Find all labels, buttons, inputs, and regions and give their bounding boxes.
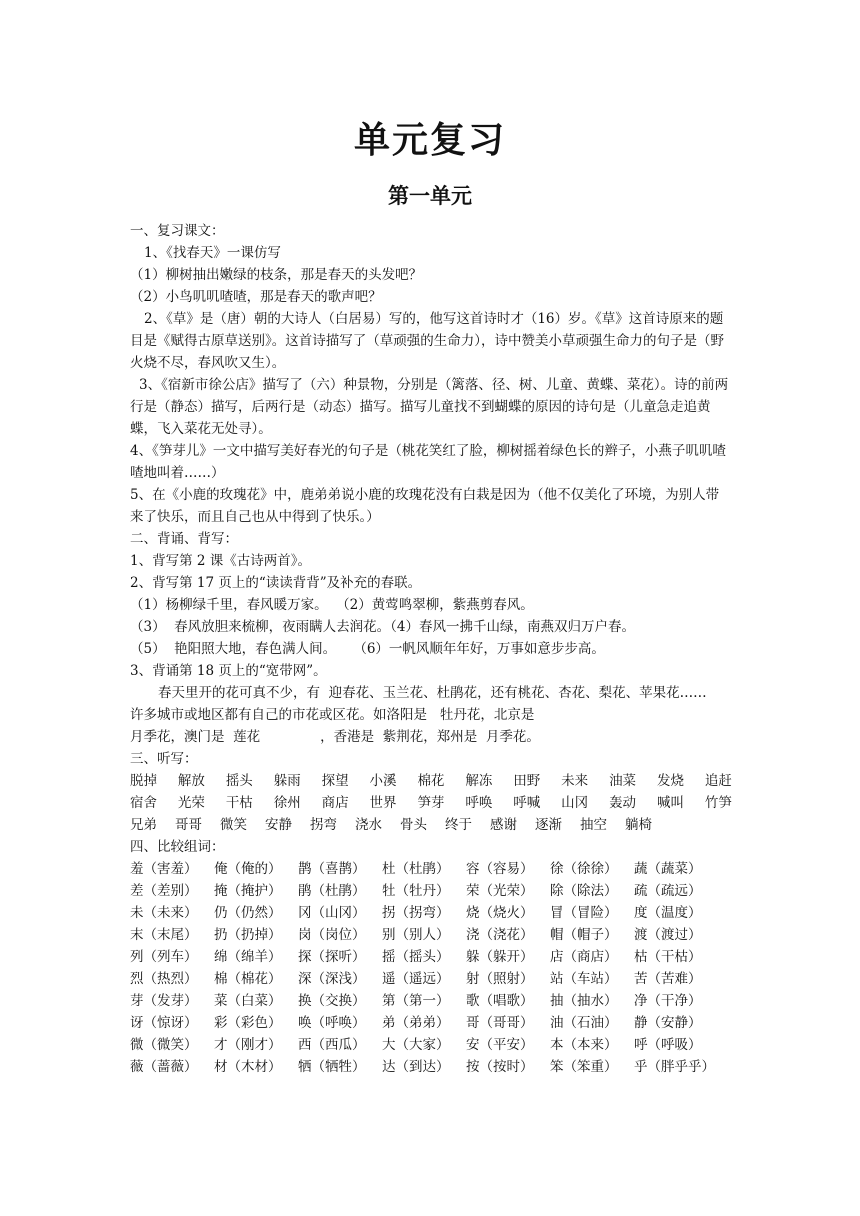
compare-word-pair: 枯（干枯） (634, 949, 702, 965)
compare-row (130, 1034, 732, 1056)
dictation-word: 安静 (265, 817, 292, 833)
section-heading: 二、背诵、背写： (130, 531, 238, 547)
compare-word-grid (130, 858, 732, 1078)
compare-word-pair: 唤（呼唤） (298, 1015, 366, 1031)
dictation-word: 棉花 (417, 773, 445, 789)
compare-word-pair: 呼（呼吸） (634, 1037, 702, 1053)
dictation-word: 解冻 (465, 773, 493, 789)
dictation-word: 躺椅 (625, 817, 652, 833)
compare-word-pair: 店（商店） (550, 949, 618, 965)
compare-word-pair: 未（未来） (130, 905, 198, 921)
dictation-word: 竹笋 (704, 795, 732, 811)
compare-word-pair: 渡（渡过） (634, 927, 702, 943)
compare-word-pair: 俺（俺的） (214, 861, 282, 877)
compare-word-pair: 微（微笑） (130, 1037, 198, 1053)
couplet-line: （1）杨柳绿千里，春风暖万家。 （2）黄莺鸣翠柳，紫燕剪春风。 (130, 597, 534, 613)
dictation-word: 脱掉 (130, 773, 157, 789)
compare-word-pair: 徐（徐徐） (550, 861, 618, 877)
dictation-word: 未来 (561, 773, 589, 789)
compare-row (130, 946, 732, 968)
compare-word-pair: 材（木材） (214, 1059, 282, 1075)
dictation-word: 干枯 (225, 795, 253, 811)
compare-word-pair: 遥（遥远） (382, 971, 450, 987)
dictation-word: 浇水 (355, 817, 382, 833)
compare-word-pair: 深（深浅） (298, 971, 366, 987)
compare-word-pair: 彩（彩色） (214, 1015, 282, 1031)
dictation-word: 感谢 (490, 817, 517, 833)
compare-word-pair: 歌（唱歌） (466, 993, 534, 1009)
compare-word-pair: 牡（牡丹） (382, 883, 450, 899)
compare-word-pair: 岗（岗位） (298, 927, 366, 943)
dictation-word: 发烧 (656, 773, 684, 789)
review-item-1-title: 1、《找春天》一课仿写 (144, 245, 281, 261)
compare-word-pair: 菜（白菜） (214, 993, 282, 1009)
dictation-word: 解放 (177, 773, 205, 789)
compare-word-pair: 鹊（喜鹊） (298, 861, 366, 877)
recite-item-3: 3、背诵第 18 页上的“宽带网”。 (130, 663, 327, 679)
section-heading: 四、比较组词： (130, 839, 225, 855)
dictation-word: 呼喊 (513, 795, 541, 811)
compare-word-pair: 薇（蔷薇） (130, 1059, 198, 1075)
dictation-word: 田野 (513, 773, 541, 789)
compare-word-pair: 静（安静） (634, 1015, 702, 1031)
recite-item-2: 2、背写第 17 页上的“读读背背”及补充的春联。 (130, 575, 422, 591)
dictation-row (130, 770, 732, 792)
dictation-word: 小溪 (369, 773, 397, 789)
dictation-word: 兄弟 (130, 817, 157, 833)
compare-word-pair: 牺（牺牲） (298, 1059, 366, 1075)
compare-word-pair: 站（车站） (550, 971, 618, 987)
compare-word-pair: 油（石油） (550, 1015, 618, 1031)
compare-row (130, 968, 732, 990)
dictation-word: 拐弯 (310, 817, 337, 833)
dictation-word: 喊叫 (656, 795, 684, 811)
dictation-word: 躲雨 (273, 773, 301, 789)
compare-word-pair: 拐（拐弯） (382, 905, 450, 921)
compare-word-pair: 荣（光荣） (466, 883, 534, 899)
dictation-word: 摇头 (225, 773, 253, 789)
compare-word-pair: 末（末尾） (130, 927, 198, 943)
review-item-1-line: （1）柳树抽出嫩绿的枝条，那是春天的头发吧？ (130, 267, 423, 283)
compare-word-pair: 达（到达） (382, 1059, 450, 1075)
page-title: 单元复习 (353, 119, 506, 161)
dictation-word: 宿舍 (130, 795, 157, 811)
dictation-word: 骨头 (400, 817, 427, 833)
dictation-word: 哥哥 (175, 817, 202, 833)
compare-row (130, 902, 732, 924)
compare-row (130, 924, 732, 946)
document-body (130, 220, 732, 1078)
dictation-word: 探望 (321, 773, 349, 789)
compare-word-pair: 除（除法） (550, 883, 618, 899)
review-item-3: 3、《宿新市徐公店》描写了（六）种景物，分别是（篱落、径、树、儿童、黄蝶、菜花）。诗的前两行是（静态）描写，后两行是（动态）描写。描写儿童找不到蝴蝶的原因的诗句是（儿童急走追黄蝶，飞入菜花无处寻）。 (130, 377, 729, 437)
compare-word-pair: 大（大家） (382, 1037, 450, 1053)
compare-word-pair: 才（刚才） (214, 1037, 282, 1053)
compare-word-pair: 冒（冒险） (550, 905, 618, 921)
compare-word-pair: 探（探听） (298, 949, 366, 965)
recite-item-1: 1、背写第 2 课《古诗两首》。 (130, 553, 312, 569)
compare-word-pair: 躲（躲开） (466, 949, 534, 965)
dictation-word: 油菜 (609, 773, 637, 789)
compare-word-pair: 冈（山冈） (298, 905, 366, 921)
compare-word-pair: 掩（掩护） (214, 883, 282, 899)
section-heading: 一、复习课文： (130, 223, 225, 239)
couplet-line: （3） 春风放胆来梳柳，夜雨瞒人去润花。（4）春风一拂千山绿，南燕双归万户春。 (130, 619, 636, 635)
dictation-word: 世界 (369, 795, 397, 811)
compare-word-pair: 按（按时） (466, 1059, 534, 1075)
review-item-1-line: （2）小鸟叽叽喳喳，那是春天的歌声吧？ (130, 289, 382, 305)
dictation-row (130, 814, 732, 836)
review-item-4: 4、《笋芽儿》一文中描写美好春光的句子是（桃花笑红了脸，柳树摇着绿色长的辫子，小燕子叽叽喳喳地叫着……） (130, 443, 726, 481)
compare-word-pair: 射（照射） (466, 971, 534, 987)
dictation-word: 山冈 (561, 795, 589, 811)
compare-word-pair: 帽（帽子） (550, 927, 618, 943)
compare-word-pair: 列（列车） (130, 949, 198, 965)
compare-word-pair: 讶（惊讶） (130, 1015, 198, 1031)
dictation-word: 光荣 (177, 795, 205, 811)
dictation-word: 商店 (321, 795, 349, 811)
dictation-word: 微笑 (220, 817, 247, 833)
compare-row (130, 858, 732, 880)
compare-word-pair: 杜（杜鹃） (382, 861, 450, 877)
unit-subtitle: 第一单元 (388, 183, 472, 208)
compare-word-pair: 乎（胖乎乎） (634, 1059, 715, 1075)
compare-word-pair: 摇（摇头） (382, 949, 450, 965)
compare-word-pair: 西（西瓜） (298, 1037, 366, 1053)
compare-word-pair: 浇（浇花） (466, 927, 534, 943)
dictation-word: 呼唤 (465, 795, 493, 811)
compare-word-pair: 换（交换） (298, 993, 366, 1009)
compare-word-pair: 抽（抽水） (550, 993, 618, 1009)
compare-word-pair: 苦（苦难） (634, 971, 702, 987)
compare-row (130, 1012, 732, 1034)
dictation-word: 轰动 (609, 795, 637, 811)
compare-word-pair: 本（本来） (550, 1037, 618, 1053)
compare-word-pair: 扔（扔掉） (214, 927, 282, 943)
compare-row (130, 990, 732, 1012)
section-heading: 三、听写： (130, 751, 198, 767)
broadband-paragraph-end: 月季花，澳门是 莲花 ，香港是 紫荆花，郑州是 月季花。 (130, 729, 540, 745)
compare-word-pair: 疏（疏远） (634, 883, 702, 899)
compare-word-pair: 净（干净） (634, 993, 702, 1009)
compare-row (130, 880, 732, 902)
compare-word-pair: 笨（笨重） (550, 1059, 618, 1075)
broadband-paragraph: 春天里开的花可真不少，有 迎春花、玉兰花、杜鹃花，还有桃花、杏花、梨花、苹果花…… 许多城市或地区都有自己的市花或区花。如洛阳是 牡丹花，北京是 (130, 685, 724, 723)
dictation-row (130, 792, 732, 814)
compare-word-pair: 棉（棉花） (214, 971, 282, 987)
compare-word-pair: 差（差别） (130, 883, 198, 899)
compare-word-pair: 别（别人） (382, 927, 450, 943)
compare-word-pair: 容（容易） (466, 861, 534, 877)
compare-word-pair: 烧（烧火） (466, 905, 534, 921)
dictation-word: 笋芽 (417, 795, 445, 811)
compare-word-pair: 芽（发芽） (130, 993, 198, 1009)
dictation-word: 追赶 (704, 773, 732, 789)
compare-word-pair: 烈（热烈） (130, 971, 198, 987)
compare-word-pair: 哥（哥哥） (466, 1015, 534, 1031)
compare-word-pair: 鹃（杜鹃） (298, 883, 366, 899)
compare-word-pair: 蔬（蔬菜） (634, 861, 702, 877)
compare-row (130, 1056, 732, 1078)
dictation-word: 徐州 (273, 795, 301, 811)
compare-word-pair: 安（平安） (466, 1037, 534, 1053)
review-item-5: 5、在《小鹿的玫瑰花》中，鹿弟弟说小鹿的玫瑰花没有白栽是因为（他不仅美化了环境，为别人带来了快乐，而且自己也从中得到了快乐。） (130, 487, 720, 525)
compare-word-pair: 度（温度） (634, 905, 702, 921)
dictation-word: 终于 (445, 817, 472, 833)
compare-word-pair: 第（第一） (382, 993, 450, 1009)
dictation-word: 抽空 (580, 817, 607, 833)
couplet-line: （5） 艳阳照大地，春色满人间。 （6）一帆风顺年年好，万事如意步步高。 (130, 641, 605, 657)
compare-word-pair: 绵（绵羊） (214, 949, 282, 965)
dictation-word: 逐渐 (535, 817, 562, 833)
review-item-2: 2、《草》是（唐）朝的大诗人（白居易）写的，他写这首诗时才（16）岁。《草》这首诗原来的题目是《赋得古原草送别》。这首诗描写了（草顽强的生命力），诗中赞美小草顽强生命力的句子是（野火烧不尽，春风吹又生）。 (130, 311, 724, 371)
compare-word-pair: 羞（害羞） (130, 861, 198, 877)
compare-word-pair: 弟（弟弟） (382, 1015, 450, 1031)
compare-word-pair: 仍（仍然） (214, 905, 282, 921)
